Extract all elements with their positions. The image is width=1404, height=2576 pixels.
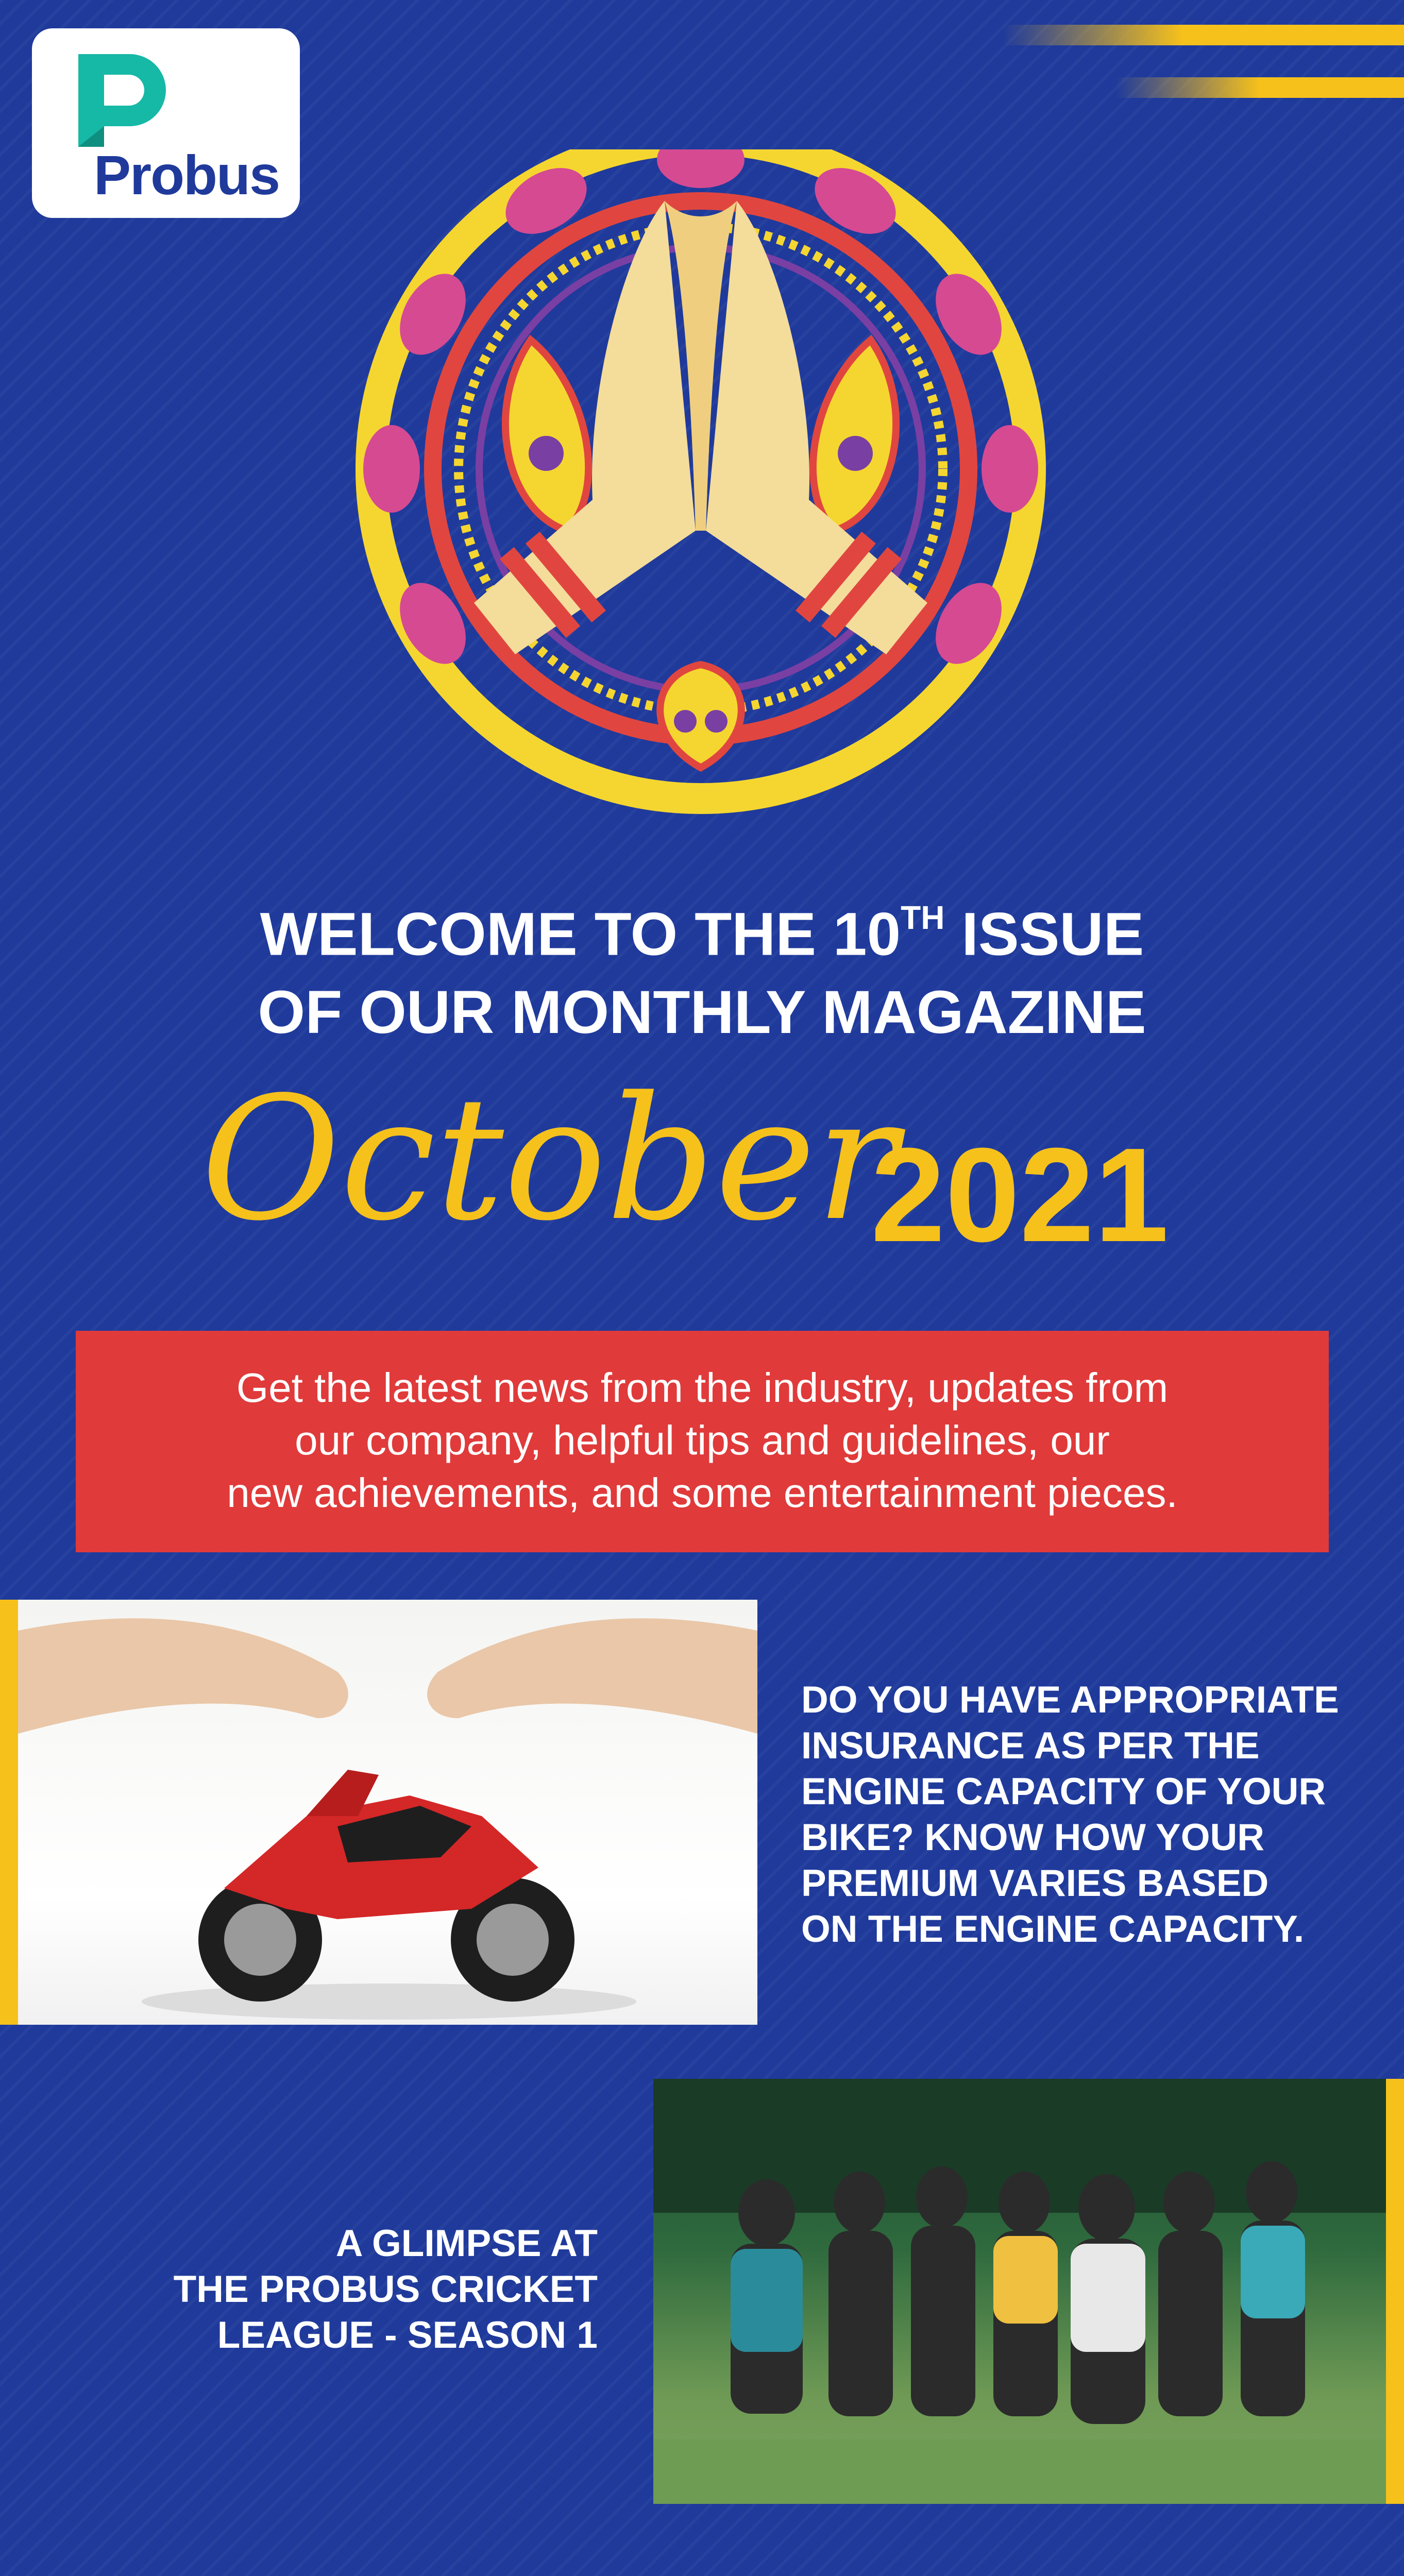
protective-hands-motorbike-photo [18,1600,757,2025]
insurance-article-image-frame[interactable] [0,1600,757,2025]
intro-line: our company, helpful tips and guidelines, our [295,1417,1110,1463]
article-title-line: BIKE? KNOW HOW YOUR [801,1817,1264,1858]
welcome-line-2: OF OUR MONTHLY MAGAZINE [258,978,1146,1047]
article-title-line: A GLIMPSE AT [335,2223,598,2264]
intro-text [76,1362,1329,1519]
issue-month: October [201,1060,897,1258]
article-title-line: DO YOU HAVE APPROPRIATE [801,1679,1339,1721]
article-title-line: LEAGUE - SEASON 1 [217,2314,598,2356]
ordinal-suffix: TH [901,899,945,936]
decorative-stripe-top [1115,77,1404,98]
decorative-stripe-top [1002,25,1404,45]
article-title-line: ON THE ENGINE CAPACITY. [801,1908,1305,1950]
intro-line: new achievements, and some entertainment pieces. [227,1470,1178,1516]
probus-logo-icon [68,49,192,152]
brand-logo-text: Probus [94,144,280,206]
article-title-line: INSURANCE AS PER THE [801,1725,1260,1767]
welcome-line-1 [0,884,1404,973]
cricket-article-image-frame[interactable] [653,2079,1404,2504]
issue-year: 2021 [871,1121,1169,1270]
intro-line: Get the latest news from the industry, updates from [236,1365,1169,1411]
insurance-article-image [18,1600,757,2025]
welcome-line-1-end: ISSUE [944,900,1144,969]
welcome-line-1-text: WELCOME TO THE 10 [260,900,901,969]
welcome-heading [0,884,1404,1052]
cricket-article-image [653,2079,1386,2504]
namaste-hands-illustration [319,149,1082,819]
article-title-line: THE PROBUS CRICKET [173,2268,598,2310]
brand-logo[interactable] [32,28,300,218]
insurance-article-title[interactable] [801,1677,1399,1952]
intro-banner [76,1331,1329,1552]
article-title-line: ENGINE CAPACITY OF YOUR [801,1771,1326,1812]
team-celebration-photo [653,2079,1386,2504]
cricket-article-title[interactable] [77,2221,598,2358]
article-title-line: PREMIUM VARIES BASED [801,1862,1269,1904]
